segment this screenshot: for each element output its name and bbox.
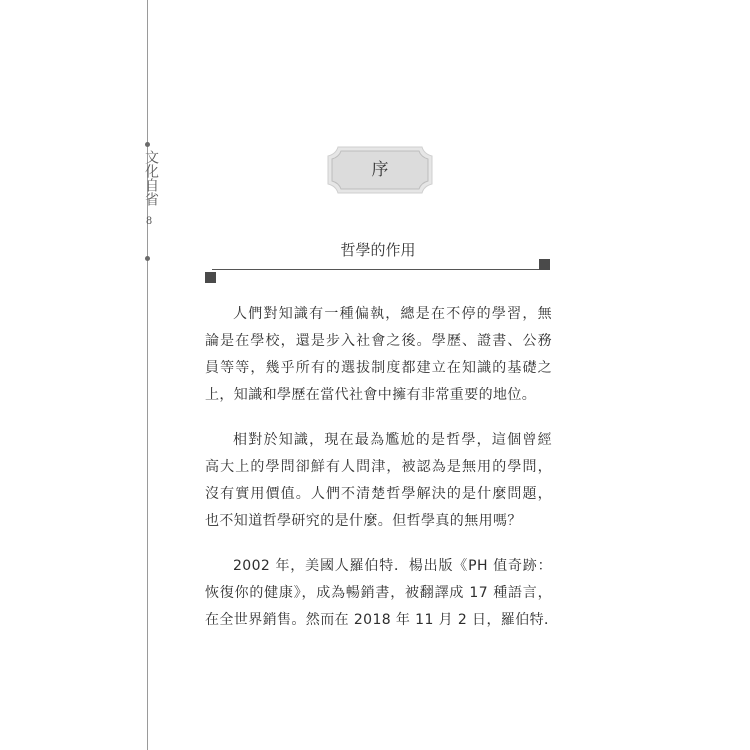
text-line: 2002 年，美國人羅伯特．楊出版《PH 值奇跡： (233, 558, 552, 574)
text-line: 論是在學校，還是步入社會之後。學歷、證書、公務 (205, 333, 552, 349)
chapter-label: 序 (371, 160, 389, 180)
paragraph (205, 553, 559, 634)
divider-square-left (205, 272, 216, 283)
margin-dot-bottom (145, 256, 150, 261)
text-line: 相對於知識，現在最為尷尬的是哲學，這個曾經 (233, 432, 552, 448)
text-line: 高大上的學問卻鮮有人問津，被認為是無用的學問， (205, 459, 552, 475)
text-line: 恢復你的健康》，成為暢銷書，被翻譯成 17 種語言， (205, 585, 552, 601)
text-line: 人們對知識有一種偏執，總是在不停的學習，無 (233, 306, 552, 322)
text-line: 也不知道哲學研究的是什麼。但哲學真的無用嗎？ (205, 513, 522, 529)
text-line: 員等等，幾乎所有的選拔制度都建立在知識的基礎之 (205, 360, 552, 376)
chapter-badge (326, 145, 434, 195)
margin-dot-top (145, 142, 150, 147)
text-line: 沒有實用價值。人們不清楚哲學解決的是什麼問題， (205, 486, 552, 502)
paragraph (205, 301, 552, 409)
page-number: 8 (145, 216, 153, 227)
section-divider (212, 269, 544, 270)
text-line: 在全世界銷售。然而在 2018 年 11 月 2 日，羅伯特． (205, 612, 559, 628)
running-head-title: 文化自省 (143, 150, 159, 206)
paragraph (205, 427, 552, 535)
section-title: 哲學的作用 (340, 241, 416, 259)
divider-square-right (539, 259, 550, 270)
margin-rule (147, 0, 148, 750)
body-text (205, 301, 559, 652)
text-line: 上，知識和學歷在當代社會中擁有非常重要的地位。 (205, 387, 537, 403)
